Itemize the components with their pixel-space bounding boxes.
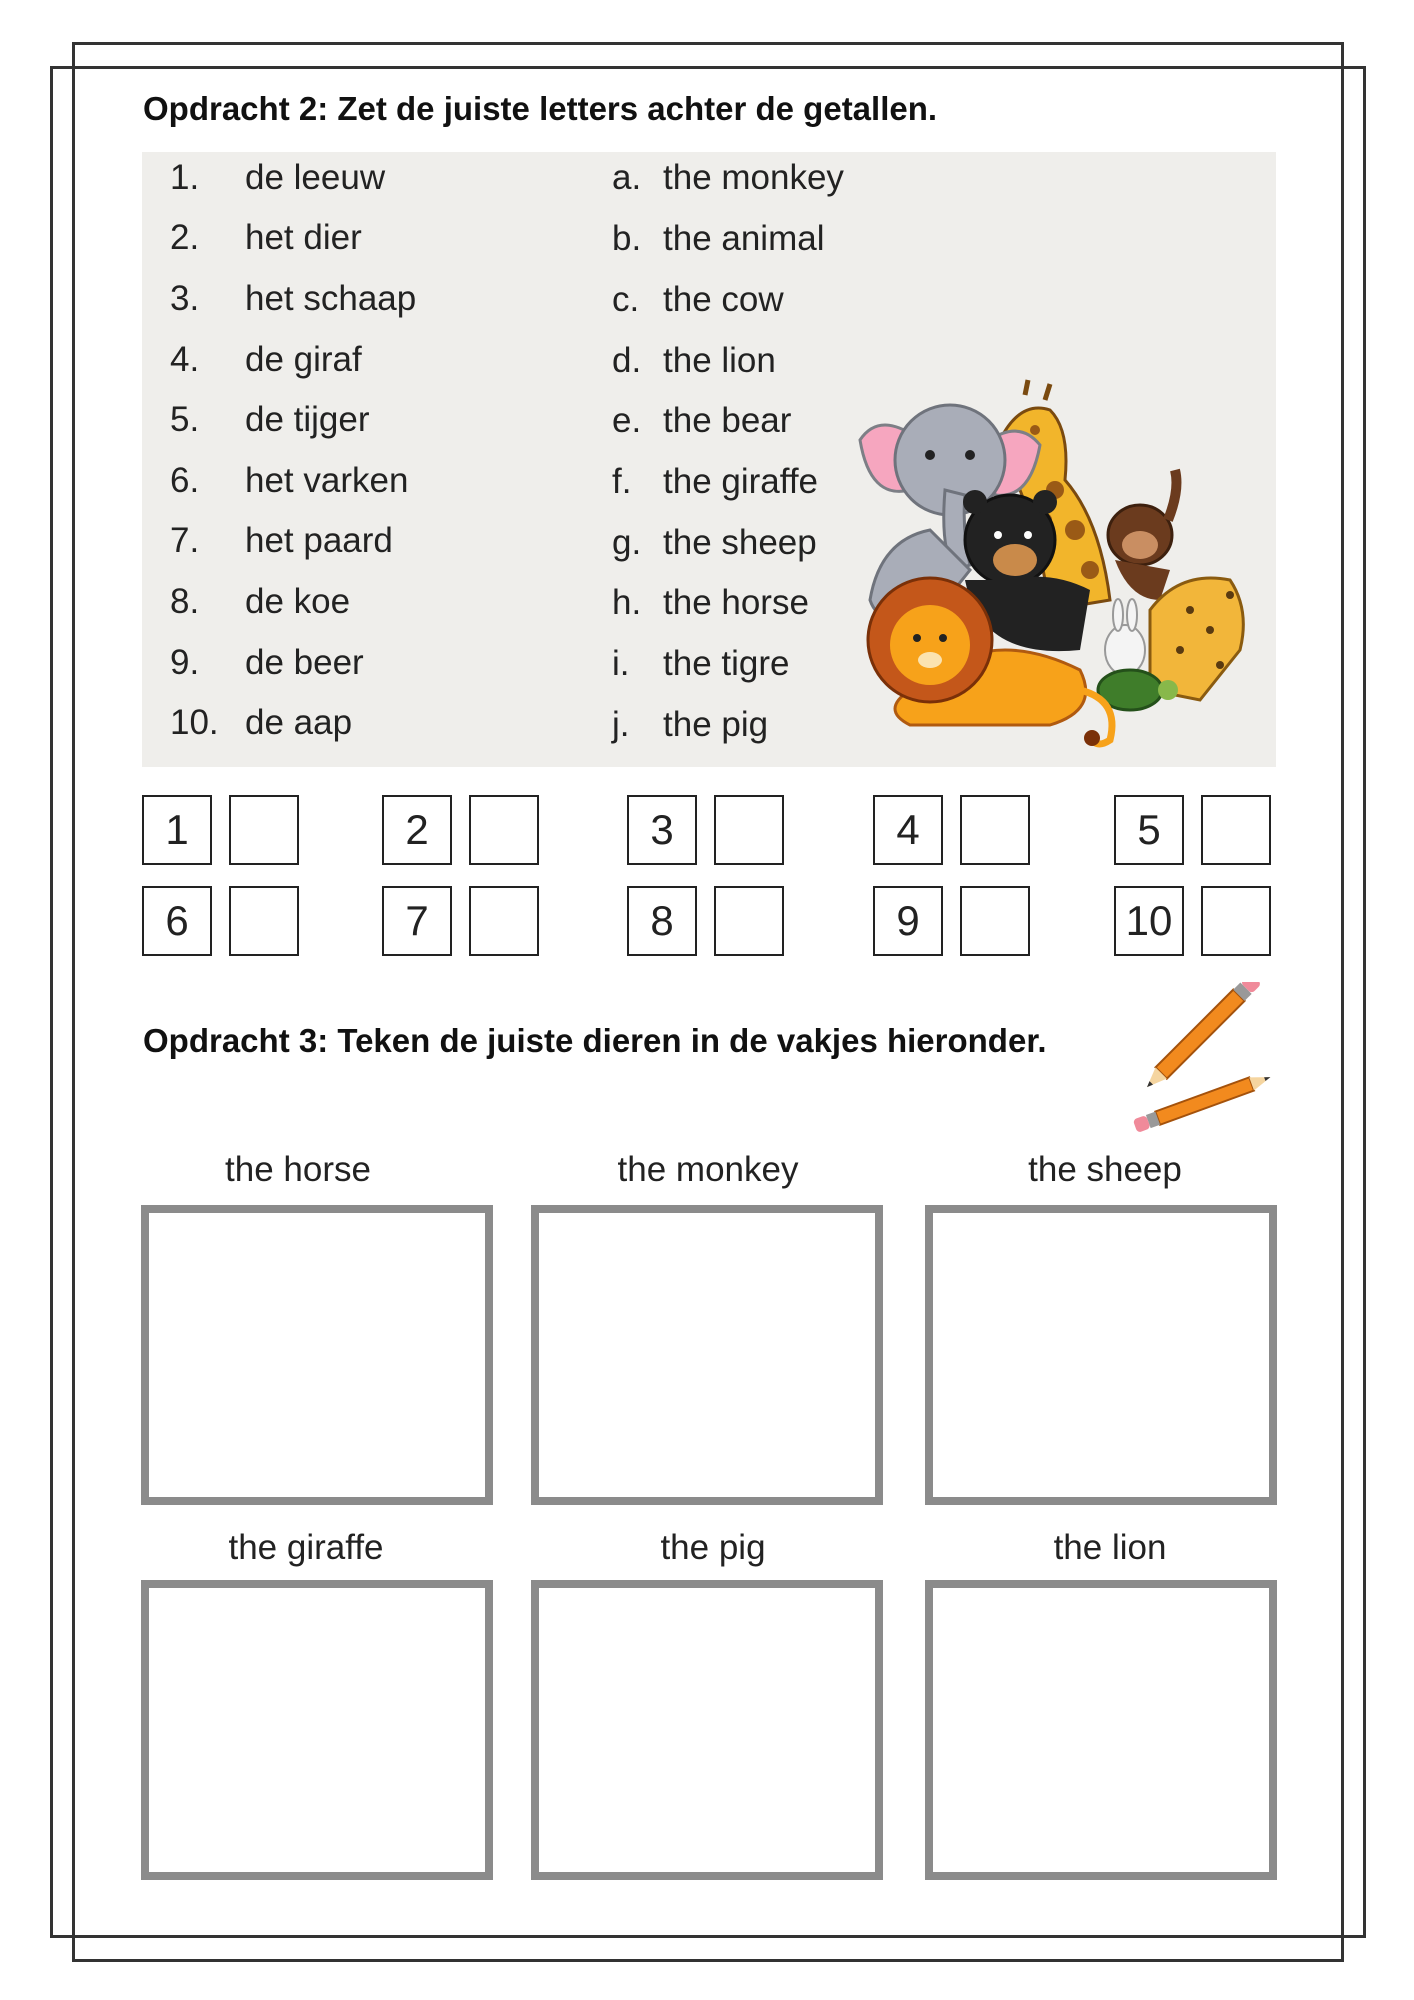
english-letter: e. <box>612 401 642 440</box>
dutch-number: 6. <box>170 461 200 500</box>
english-letter: f. <box>612 462 632 501</box>
answer-letter-box[interactable] <box>1201 886 1271 956</box>
english-word: the sheep <box>663 523 817 562</box>
drawing-box[interactable] <box>925 1580 1277 1880</box>
answer-letter-box[interactable] <box>714 795 784 865</box>
answer-letter-box[interactable] <box>714 886 784 956</box>
answer-number-box: 4 <box>873 795 943 865</box>
answer-number-box: 3 <box>627 795 697 865</box>
answer-letter-box[interactable] <box>469 795 539 865</box>
drawing-box[interactable] <box>141 1580 493 1880</box>
drawing-box[interactable] <box>531 1580 883 1880</box>
exercise-2-title: Opdracht 2: Zet de juiste letters achter de getallen. <box>143 90 938 127</box>
english-letter: j. <box>612 705 630 744</box>
english-letter: b. <box>612 219 642 258</box>
dutch-word: het schaap <box>245 279 417 318</box>
english-word: the monkey <box>663 158 844 197</box>
answer-letter-box[interactable] <box>469 886 539 956</box>
answer-letter-box[interactable] <box>229 795 299 865</box>
drawing-box[interactable] <box>531 1205 883 1505</box>
english-word: the giraffe <box>663 462 819 501</box>
answer-letter-box[interactable] <box>229 886 299 956</box>
answer-number-box: 2 <box>382 795 452 865</box>
english-word: the horse <box>663 583 809 622</box>
answer-number-box: 7 <box>382 886 452 956</box>
dutch-number: 8. <box>170 582 200 621</box>
dutch-word: de leeuw <box>245 158 386 197</box>
english-word: the lion <box>663 341 776 380</box>
drawing-caption: the lion <box>1053 1528 1167 1567</box>
english-word: the pig <box>663 705 769 744</box>
english-word: the cow <box>663 280 784 319</box>
answer-letter-box[interactable] <box>1201 795 1271 865</box>
answer-number-box: 5 <box>1114 795 1184 865</box>
answer-number-box: 9 <box>873 886 943 956</box>
answer-number-box: 10 <box>1114 886 1184 956</box>
dutch-word: de tijger <box>245 400 370 439</box>
monkey-figure <box>1108 470 1176 600</box>
answer-number-box: 1 <box>142 795 212 865</box>
dutch-number: 7. <box>170 521 200 560</box>
english-letter: a. <box>612 158 642 197</box>
dutch-number: 10. <box>170 703 219 742</box>
drawing-caption: the giraffe <box>228 1528 384 1567</box>
dutch-number: 9. <box>170 643 200 682</box>
dutch-word: de koe <box>245 582 351 621</box>
dutch-word: het varken <box>245 461 409 500</box>
dutch-word: de beer <box>245 643 364 682</box>
rabbit-figure <box>1105 599 1145 675</box>
dutch-number: 5. <box>170 400 200 439</box>
answer-number-box: 8 <box>627 886 697 956</box>
dutch-number: 3. <box>170 279 200 318</box>
answer-letter-box[interactable] <box>960 795 1030 865</box>
dutch-word: het paard <box>245 521 393 560</box>
drawing-caption: the pig <box>660 1528 766 1567</box>
drawing-caption: the sheep <box>1028 1150 1182 1189</box>
english-letter: d. <box>612 341 642 380</box>
english-word: the tigre <box>663 644 790 683</box>
answer-letter-box[interactable] <box>960 886 1030 956</box>
dutch-number: 1. <box>170 158 200 197</box>
drawing-box[interactable] <box>141 1205 493 1505</box>
animal-group-illustration <box>850 370 1260 760</box>
exercise-3-title: Opdracht 3: Teken de juiste dieren in de vakjes hieronder. <box>143 1022 1047 1059</box>
dutch-word: het dier <box>245 218 362 257</box>
dutch-number: 4. <box>170 340 200 379</box>
drawing-box[interactable] <box>925 1205 1277 1505</box>
dutch-word: de giraf <box>245 340 362 379</box>
english-letter: h. <box>612 583 642 622</box>
english-word: the animal <box>663 219 825 258</box>
dutch-word: de aap <box>245 703 353 742</box>
english-letter: i. <box>612 644 630 683</box>
drawing-caption: the horse <box>225 1150 371 1189</box>
answer-number-box: 6 <box>142 886 212 956</box>
english-letter: c. <box>612 280 640 319</box>
drawing-caption: the monkey <box>617 1150 799 1189</box>
pencils-icon <box>1125 982 1285 1132</box>
english-word: the bear <box>663 401 792 440</box>
english-letter: g. <box>612 523 642 562</box>
dutch-number: 2. <box>170 218 200 257</box>
